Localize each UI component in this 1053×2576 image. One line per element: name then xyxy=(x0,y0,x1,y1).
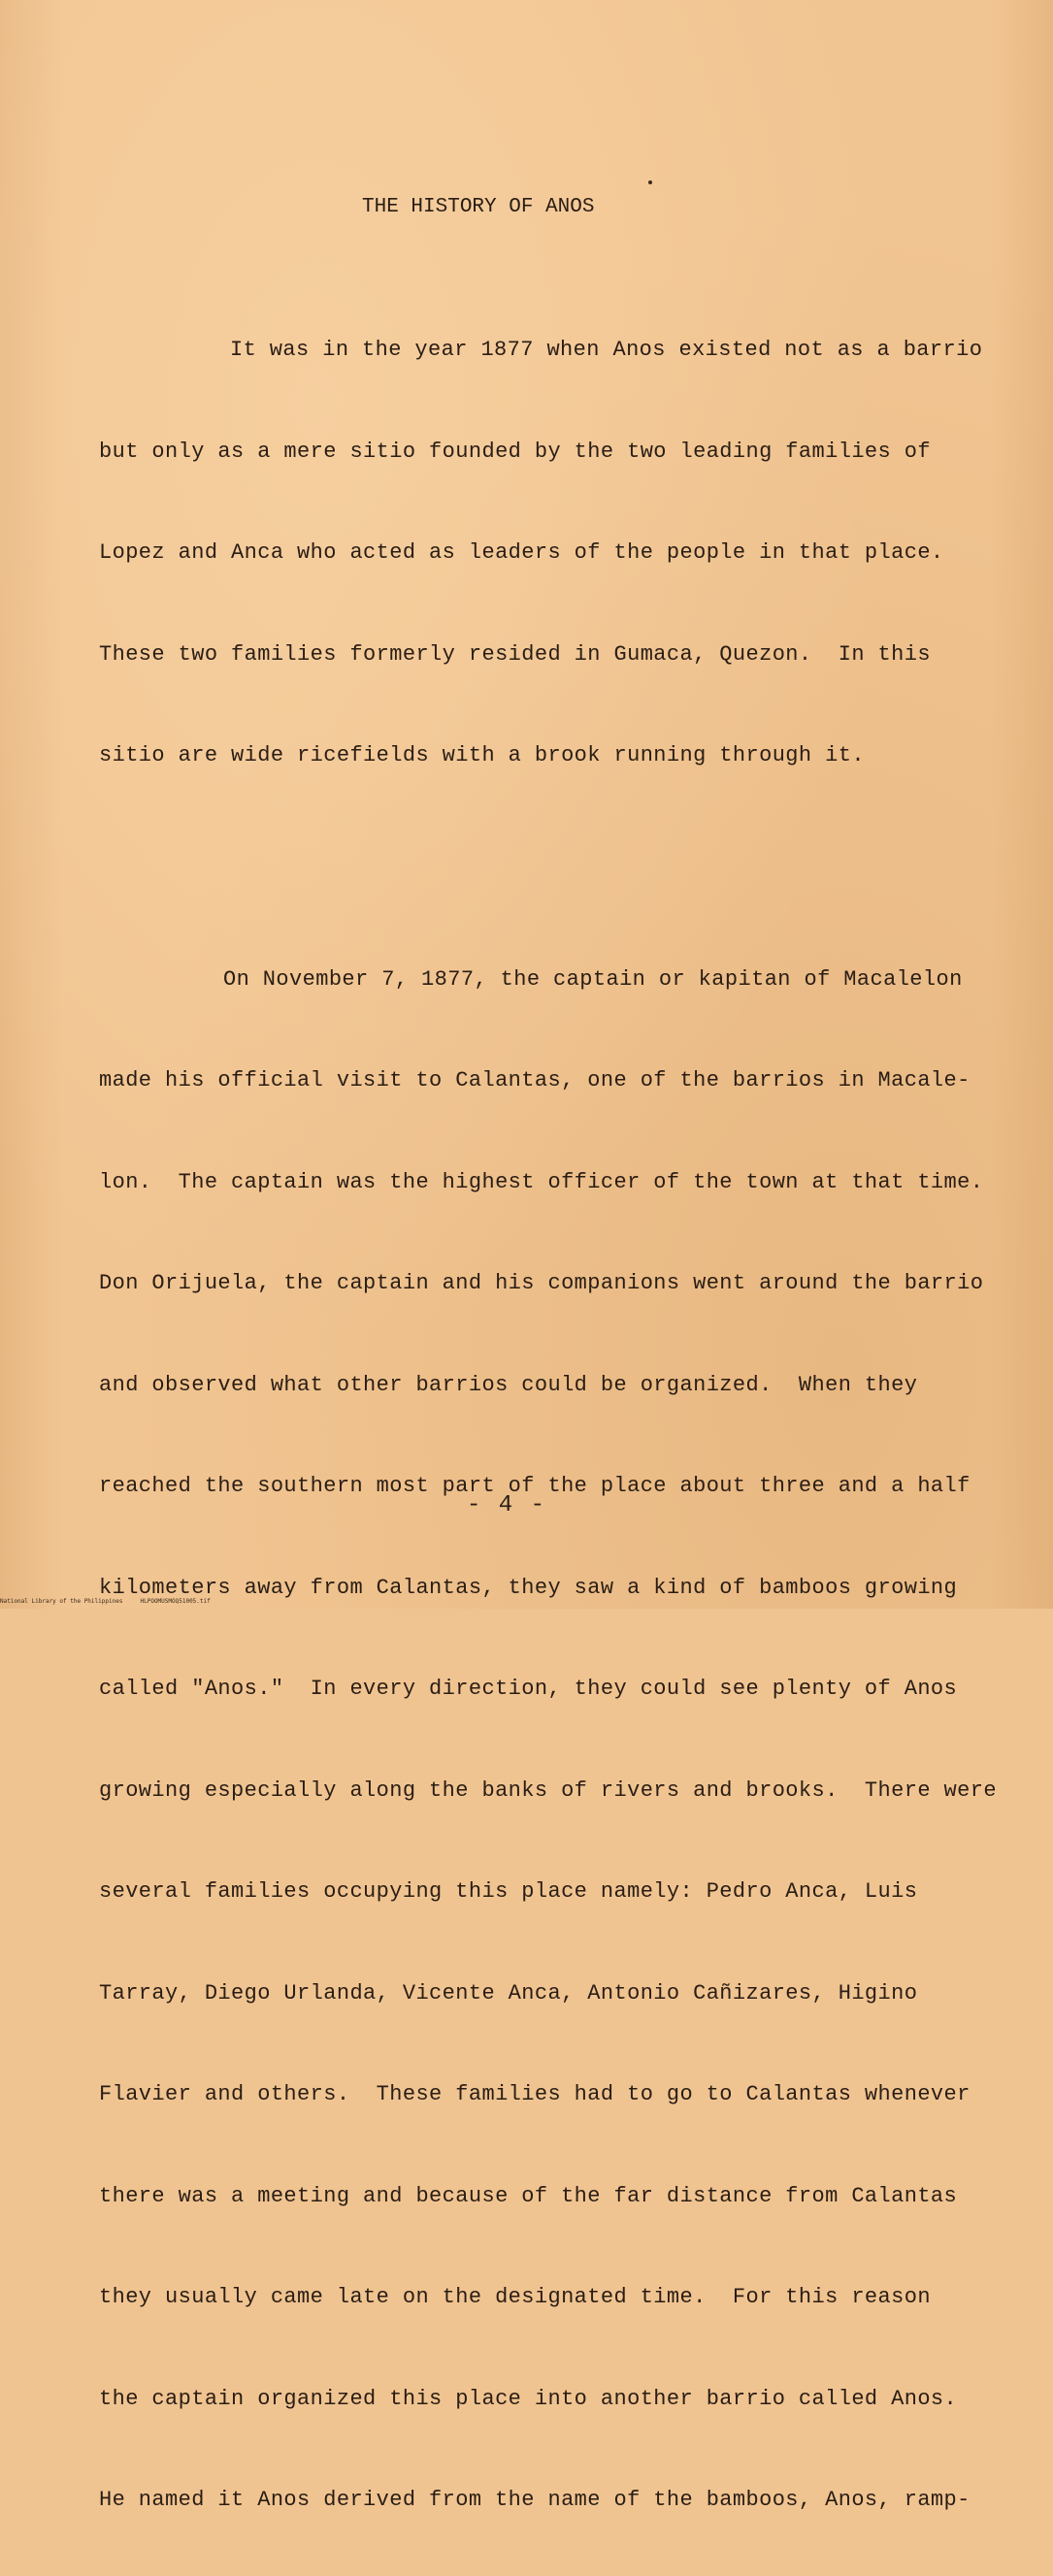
text-line: Don Orijuela, the captain and his companions went around the barrio xyxy=(99,1271,984,1295)
text-line: These two families formerly resided in Gumaca, Quezon. In this xyxy=(99,641,931,667)
text-line: growing especially along the banks of rivers and brooks. There were xyxy=(99,1777,997,1803)
text-line: kilometers away from Calantas, they saw a kind of bamboos growing xyxy=(99,1575,958,1600)
document-title: THE HISTORY OF ANOS xyxy=(362,196,595,218)
text-line: He named it Anos derived from the name of the bamboos, Anos, ramp- xyxy=(99,2488,971,2512)
text-line: made his official visit to Calantas, one of the barrios in Macale- xyxy=(99,1068,971,1092)
text-line: the captain organized this place into another barrio called Anos. xyxy=(99,2386,958,2411)
text-line: but only as a mere sitio founded by the two leading families of xyxy=(99,439,931,464)
text-line: On November 7, 1877, the captain or kapitan of Macalelon xyxy=(223,966,963,992)
text-line: lon. The captain was the highest officer of the town at that time. xyxy=(99,1169,984,1194)
text-line: It was in the year 1877 when Anos existed not as a barrio xyxy=(230,338,983,362)
paragraph-gap xyxy=(99,856,1002,881)
text-line: Flavier and others. These families had to go to Calantas whenever xyxy=(99,2082,971,2106)
text-line: called "Anos." In every direction, they could see plenty of Anos xyxy=(99,1677,958,1701)
page-number: - 4 - xyxy=(467,1492,547,1518)
text-line: they usually came late on the designated time. For this reason xyxy=(99,2285,931,2309)
text-line: sitio are wide ricefields with a brook running through it. xyxy=(99,743,865,767)
text-line: Tarray, Diego Urlanda, Vicente Anca, Antonio Cañizares, Higino xyxy=(99,1980,918,2005)
document-body xyxy=(99,276,1002,2576)
text-line: there was a meeting and because of the far distance from Calantas xyxy=(99,2183,958,2208)
text-line: Lopez and Anca who acted as leaders of the people in that place. xyxy=(99,540,944,565)
ink-speck xyxy=(648,180,652,184)
text-line: reached the southern most part of the place about three and a half xyxy=(99,1474,971,1498)
text-line: and observed what other barrios could be organized. When they xyxy=(99,1372,918,1397)
archive-footer: National Library of the Philippines HLPOOMUSMOQ51005.tif xyxy=(0,1598,211,1605)
text-line: several families occupying this place namely: Pedro Anca, Luis xyxy=(99,1879,918,1904)
